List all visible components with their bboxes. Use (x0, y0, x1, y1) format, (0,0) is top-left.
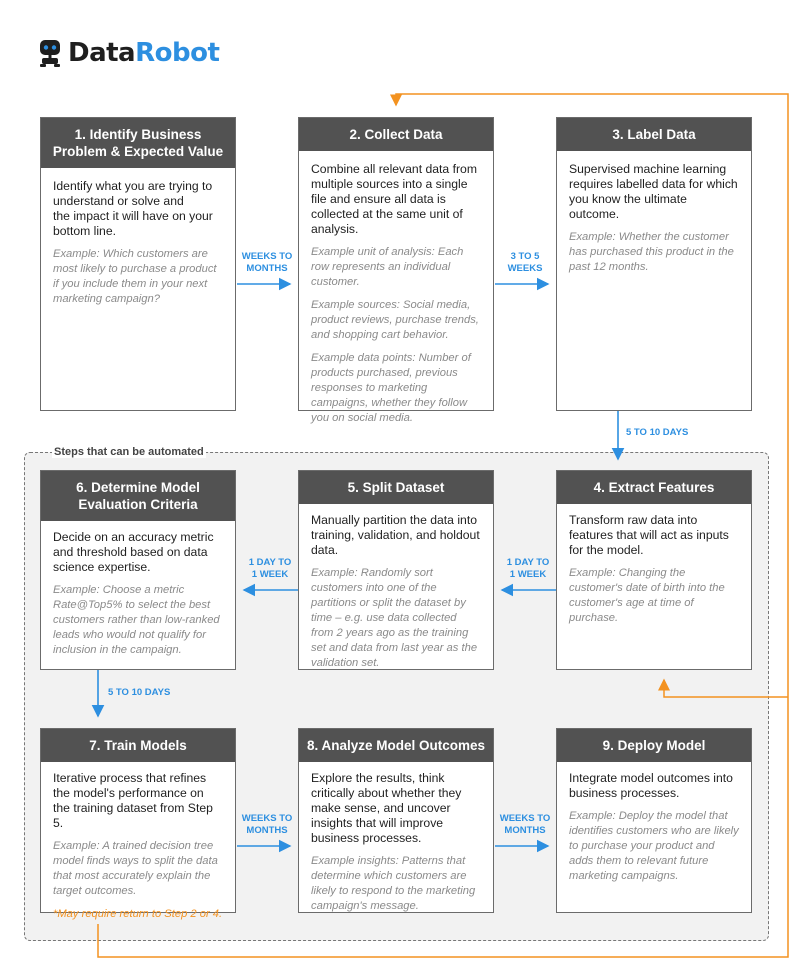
duration-4-to-5: 1 DAY TO 1 WEEK (506, 557, 550, 580)
duration-5-to-6: 1 DAY TO 1 WEEK (248, 557, 292, 580)
logo-wordmark: DataRobot (68, 38, 220, 68)
step-example: Example: Whether the customer has purchased this product in the past 12 months. (569, 231, 734, 273)
step-4-card (556, 470, 752, 670)
step-example: Example insights: Patterns that determine which customers are likely to respond to the marketing campaign's message. (311, 855, 476, 912)
step-3-card (556, 117, 752, 411)
step-description: Combine all relevant data from multiple sources into a single file and ensure all data is collected at the same unit of analysis. (311, 162, 477, 236)
step-description: Integrate model outcomes into business processes. (569, 771, 733, 800)
step-example: Example: Which customers are most likely to purchase a product if you include them in your next marketing campaign? (53, 248, 217, 305)
step-7-card (40, 728, 236, 920)
step-title: 5. Split Dataset (299, 471, 493, 504)
step-9-card (556, 728, 752, 913)
step-example: Example data points: Number of products purchased, previous responses to marketing campaigns, whether they follow you on social media. (311, 352, 471, 424)
duration-2-to-3: 3 TO 5 WEEKS (507, 251, 543, 274)
duration-8-to-9: WEEKS TO MONTHS (499, 813, 551, 836)
step-example: Example: Choose a metric Rate@Top5% to select the best customers rather than low-ranked leads who would not qualify for inclusion in the campaign. (53, 584, 220, 656)
duration-6-to-7: 5 TO 10 DAYS (108, 687, 171, 698)
step-example: Example: Deploy the model that identifies customers who are likely to purchase your product and adds them to relevant future marketing campaigns. (569, 810, 739, 882)
duration-7-to-8: WEEKS TO MONTHS (241, 813, 293, 836)
step-example: Example: A trained decision tree model finds ways to split the data that most accurately explain the target outcomes. (53, 840, 218, 897)
step-description: Transform raw data into features that will act as inputs for the model. (569, 513, 729, 557)
step-description: Supervised machine learning requires labelled data for which you know the ultimate outcome. (569, 162, 738, 221)
duration-1-to-2: WEEKS TO MONTHS (241, 251, 293, 274)
step-description: Iterative process that refines the model's performance on the training dataset from Step 5. (53, 771, 213, 830)
step-1-card (40, 117, 236, 411)
step-example: Example: Changing the customer's date of birth into the customer's age at time of purchase. (569, 567, 725, 624)
step-description: Manually partition the data into training, validation, and holdout data. (311, 513, 480, 557)
step-description: Identify what you are trying to understand or solve and the impact it will have on your bottom line. (53, 179, 213, 238)
step-example: Example unit of analysis: Each row represents an individual customer. (311, 246, 464, 288)
step-description: Decide on an accuracy metric and threshold based on data science expertise. (53, 530, 214, 574)
step-6-card (40, 470, 236, 670)
automated-steps-label: Steps that can be automated (54, 446, 204, 458)
step-title: 4. Extract Features (557, 471, 751, 504)
step-title: 2. Collect Data (299, 118, 493, 151)
step-description: Explore the results, think critically about whether they make sense, and uncover insights that will improve business processes. (311, 771, 462, 845)
duration-3-to-4: 5 TO 10 DAYS (626, 427, 689, 438)
step-title: 9. Deploy Model (557, 729, 751, 762)
step-5-card (298, 470, 494, 670)
step-example: Example: Randomly sort customers into one of the partitions or split the dataset by time – e.g. use data collected from 2 years ago as the training set and data from last year as the validation set. (311, 567, 478, 669)
step-title: 7. Train Models (41, 729, 235, 762)
step-example: Example sources: Social media, product reviews, purchase trends, and shopping cart behavior. (311, 299, 479, 341)
step-title: 1. Identify Business Problem & Expected Value (41, 118, 235, 168)
step-8-card (298, 728, 494, 913)
feedback-loop-to-step-4 (664, 680, 788, 697)
step-title: 3. Label Data (557, 118, 751, 151)
step-note: *May require return to Step 2 or 4. (53, 908, 223, 920)
step-2-card (298, 117, 494, 424)
step-title: 6. Determine Model Evaluation Criteria (41, 471, 235, 521)
step-title: 8. Analyze Model Outcomes (299, 729, 493, 762)
